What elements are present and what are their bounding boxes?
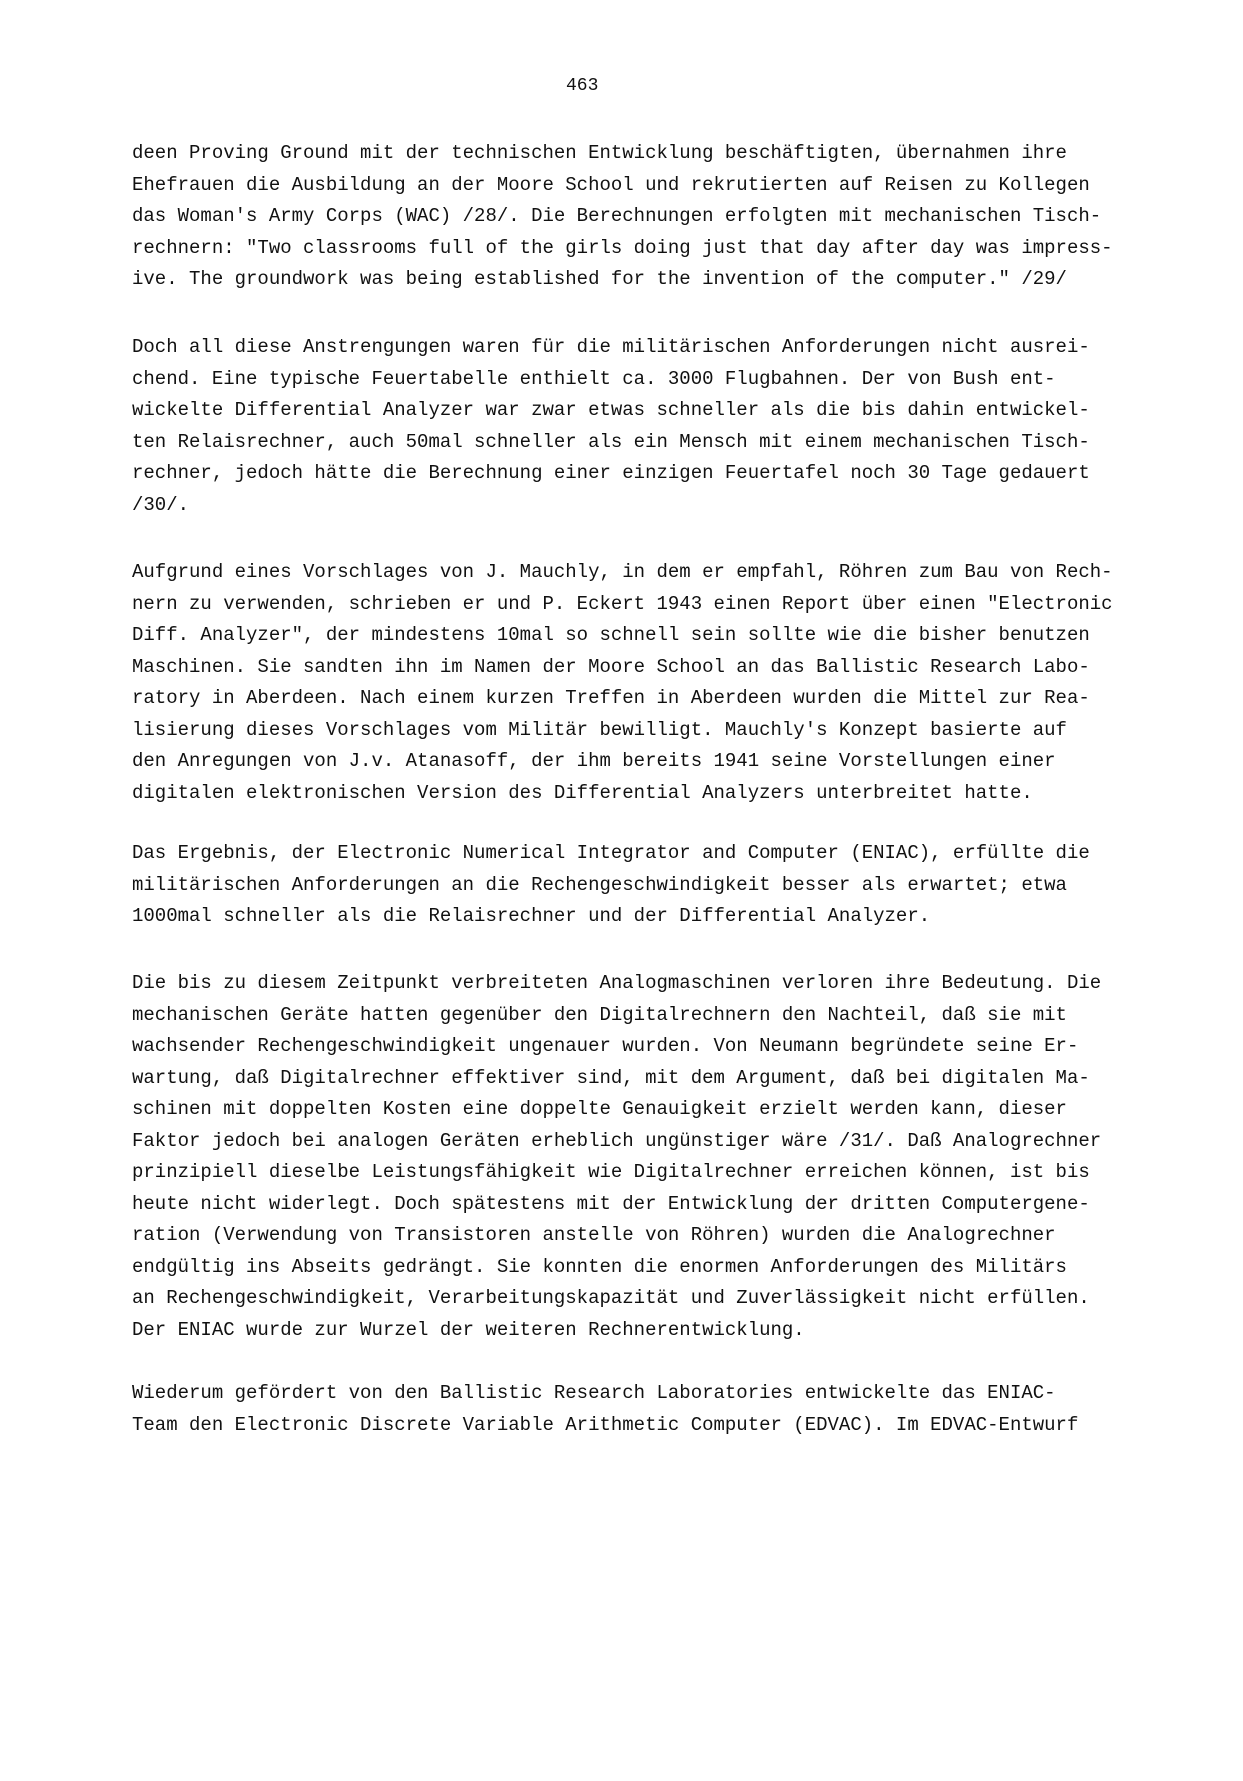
text-line: chend. Eine typische Feuertabelle enthielt ca. 3000 Flugbahnen. Der von Bush ent- <box>132 367 1056 390</box>
text-line: Wiederum gefördert von den Ballistic Research Laboratories entwickelte das ENIAC- <box>132 1382 1056 1404</box>
text-line: den Anregungen von J.v. Atanasoff, der ihm bereits 1941 seine Vorstellungen einer <box>132 750 1056 772</box>
text-line: lisierung dieses Vorschlages vom Militär bewilligt. Mauchly's Konzept basierte auf <box>132 718 1067 741</box>
text-line: Aufgrund eines Vorschlages von J. Mauchly, in dem er empfahl, Röhren zum Bau von Rech- <box>132 561 1113 583</box>
text-line: 1000mal schneller als die Relaisrechner und der Differential Analyzer. <box>132 905 931 927</box>
page-number: 463 <box>566 76 599 96</box>
text-line: heute nicht widerlegt. Doch spätestens mit der Entwicklung der dritten Computergene- <box>132 1192 1090 1215</box>
text-line: endgültig ins Abseits gedrängt. Sie konnten die enormen Anforderungen des Militärs <box>132 1255 1067 1278</box>
text-line: ive. The groundwork was being established for the invention of the computer." /29/ <box>132 268 1067 290</box>
text-line: das Woman's Army Corps (WAC) /28/. Die Berechnungen erfolgten mit mechanischen Tisch- <box>132 205 1102 227</box>
text-line: Die bis zu diesem Zeitpunkt verbreiteten Analogmaschinen verloren ihre Bedeutung. Die <box>132 972 1102 994</box>
paragraph-3 <box>132 557 1113 809</box>
text-line: mechanischen Geräte hatten gegenüber den Digitalrechnern den Nachteil, daß sie mit <box>132 1003 1067 1026</box>
text-line: militärischen Anforderungen an die Rechengeschwindigkeit besser als erwartet; etwa <box>132 873 1067 896</box>
text-line: deen Proving Ground mit der technischen Entwicklung beschäftigten, übernahmen ihre <box>132 142 1067 164</box>
text-line: Das Ergebnis, der Electronic Numerical Integrator and Computer (ENIAC), erfüllte die <box>132 842 1090 864</box>
text-line: Doch all diese Anstrengungen waren für die militärischen Anforderungen nicht ausrei- <box>132 336 1090 358</box>
text-line: Faktor jedoch bei analogen Geräten erheblich ungünstiger wäre /31/. Daß Analogrechner <box>132 1129 1102 1152</box>
paragraph-4 <box>132 838 1090 933</box>
text-line: rechnern: "Two classrooms full of the girls doing just that day after day was impress- <box>132 236 1113 259</box>
text-line: Team den Electronic Discrete Variable Arithmetic Computer (EDVAC). Im EDVAC-Entwurf <box>132 1413 1079 1436</box>
text-line: wickelte Differential Analyzer war zwar etwas schneller als die bis dahin entwickel- <box>132 399 1090 421</box>
text-line: Der ENIAC wurde zur Wurzel der weiteren Rechnerentwicklung. <box>132 1318 805 1341</box>
text-line: prinzipiell dieselbe Leistungsfähigkeit wie Digitalrechner erreichen können, ist bis <box>132 1161 1090 1183</box>
text-line: ration (Verwendung von Transistoren anstelle von Röhren) wurden die Analogrechner <box>132 1224 1056 1246</box>
text-line: wartung, daß Digitalrechner effektiver sind, mit dem Argument, daß bei digitalen Ma- <box>132 1066 1090 1089</box>
paragraph-2 <box>132 332 1090 521</box>
text-line: ten Relaisrechner, auch 50mal schneller als ein Mensch mit einem mechanischen Tisch- <box>132 430 1090 453</box>
text-line: ratory in Aberdeen. Nach einem kurzen Treffen in Aberdeen wurden die Mittel zur Rea- <box>132 687 1090 709</box>
paragraph-6 <box>132 1378 1078 1441</box>
text-line: digitalen elektronischen Version des Differential Analyzers unterbreitet hatte. <box>132 781 1033 804</box>
text-line: Ehefrauen die Ausbildung an der Moore School und rekrutierten auf Reisen zu Kollegen <box>132 173 1090 196</box>
text-line: an Rechengeschwindigkeit, Verarbeitungskapazität und Zuverlässigkeit nicht erfüllen. <box>132 1287 1090 1309</box>
text-line: Maschinen. Sie sandten ihn im Namen der Moore School an das Ballistic Research Labo- <box>132 655 1090 678</box>
text-line: nern zu verwenden, schrieben er und P. Eckert 1943 einen Report über einen "Electronic <box>132 592 1113 615</box>
text-line: schinen mit doppelten Kosten eine doppelte Genauigkeit erzielt werden kann, dieser <box>132 1098 1067 1120</box>
text-line: wachsender Rechengeschwindigkeit ungenauer wurden. Von Neumann begründete seine Er- <box>132 1035 1079 1057</box>
paragraph-1 <box>132 138 1113 296</box>
text-line: rechner, jedoch hätte die Berechnung einer einzigen Feuertafel noch 30 Tage gedauert <box>132 462 1090 484</box>
text-line: /30/. <box>132 493 190 516</box>
text-line: Diff. Analyzer", der mindestens 10mal so schnell sein sollte wie die bisher benutzen <box>132 624 1090 646</box>
paragraph-5 <box>132 968 1101 1346</box>
